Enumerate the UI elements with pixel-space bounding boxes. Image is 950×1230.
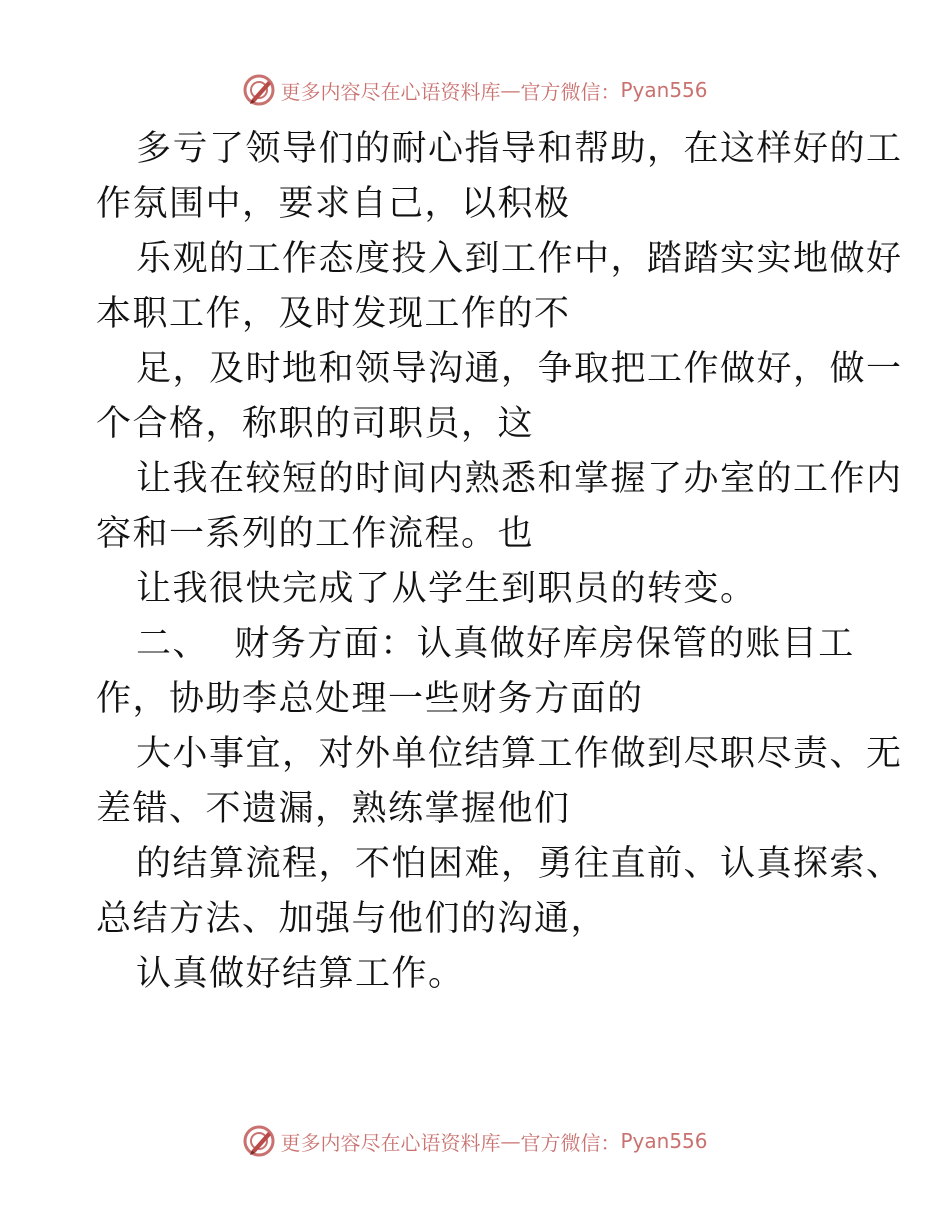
text-line: 乐观的工作态度投入到工作中，踏踏实实地做好 [136, 239, 903, 279]
watermark-wechat-id: Pyan556 [620, 1129, 708, 1153]
footer-watermark [0, 1121, 950, 1161]
text-line: 让我在较短的时间内熟悉和掌握了办室的工作内 [136, 459, 903, 499]
document-body [96, 122, 903, 1002]
text-line: 多亏了领导们的耐心指导和帮助，在这样好的工 [136, 129, 903, 169]
text-line: 作，协助李总处理一些财务方面的 [96, 679, 644, 719]
watermark-separator: — [500, 1129, 521, 1153]
watermark-separator: — [500, 78, 521, 102]
watermark-wechat-label: 官方微信： [520, 1130, 621, 1155]
text-line: 足，及时地和领导沟通，争取把工作做好，做一 [136, 349, 903, 389]
text-line: 容和一系列的工作流程。也 [96, 514, 535, 554]
text-line: 本职工作，及时发现工作的不 [96, 294, 571, 334]
header-watermark [0, 70, 950, 110]
watermark-text: 更多内容尽在心语资料库 [280, 79, 501, 104]
section-heading-line: 二、 财务方面：认真做好库房保管的账目工 [136, 624, 855, 664]
text-line: 差错、不遗漏，熟练掌握他们 [96, 789, 571, 829]
text-line: 的结算流程，不怕困难，勇往直前、认真探索、 [136, 844, 903, 884]
text-line: 总结方法、加强与他们的沟通， [96, 899, 608, 939]
text-line: 让我很快完成了从学生到职员的转变。 [136, 569, 757, 609]
text-line: 认真做好结算工作。 [136, 954, 465, 994]
watermark-wechat-id: Pyan556 [620, 78, 708, 102]
pen-logo-icon [242, 73, 276, 107]
pen-logo-icon [242, 1124, 276, 1158]
watermark-text: 更多内容尽在心语资料库 [280, 1130, 501, 1155]
text-line: 个合格，称职的司职员，这 [96, 404, 535, 444]
text-line: 作氛围中，要求自己，以积极 [96, 184, 571, 224]
watermark-wechat-label: 官方微信： [520, 79, 621, 104]
text-line: 大小事宜，对外单位结算工作做到尽职尽责、无 [136, 734, 903, 774]
